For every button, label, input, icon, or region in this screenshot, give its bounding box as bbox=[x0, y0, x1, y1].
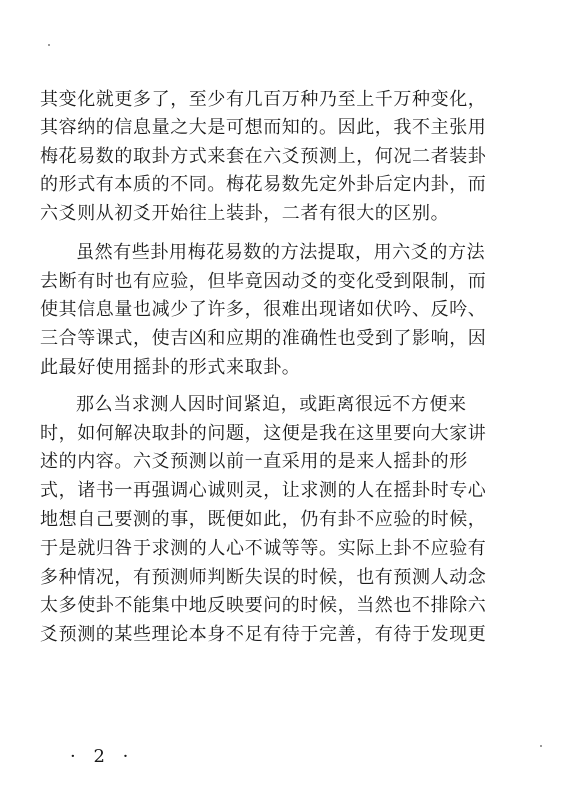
text-line: 虽然有些卦用梅花易数的方法提取，用六爻的方法 bbox=[76, 242, 486, 263]
page-number: · 2 · bbox=[70, 746, 135, 767]
text-line: 于是就归咎于求测的人心不诚等等。实际上卦不应验有 bbox=[40, 538, 487, 559]
text-line: 的形式有本质的不同。梅花易数先定外卦后定内卦，而 bbox=[40, 174, 487, 195]
text-line: 六爻则从初爻开始往上装卦，二者有很大的区别。 bbox=[40, 203, 450, 224]
text-line: 那么当求测人因时间紧迫，或距离很远不方便来 bbox=[76, 394, 467, 415]
text-line: 此最好使用摇卦的形式来取卦。 bbox=[40, 357, 301, 378]
text-line: 太多使卦不能集中地反映要问的时候，当然也不排除六 bbox=[40, 595, 487, 616]
text-line: 其变化就更多了，至少有几百万种乃至上千万种变化， bbox=[40, 89, 487, 110]
text-line: 使其信息量也减少了许多，很难出现诸如伏吟、反吟、 bbox=[40, 299, 487, 320]
text-line: 式，诸书一再强调心诚则灵，让求测的人在摇卦时专心 bbox=[40, 480, 487, 501]
scan-speck bbox=[48, 44, 50, 46]
text-line: 爻预测的某些理论本身不足有待于完善，有待于发现更 bbox=[40, 624, 487, 645]
text-line: 三合等课式，使吉凶和应期的准确性也受到了影响，因 bbox=[40, 328, 487, 349]
text-line: 地想自己要测的事，既便如此，仍有卦不应验的时候， bbox=[40, 509, 487, 530]
text-line: 述的内容。六爻预测以前一直采用的是来人摇卦的形 bbox=[40, 451, 468, 472]
scan-speck bbox=[540, 745, 542, 747]
text-line: 其容纳的信息量之大是可想而知的。因此，我不主张用 bbox=[40, 117, 487, 138]
text-line: 梅花易数的取卦方式来套在六爻预测上，何况二者装卦 bbox=[40, 146, 487, 167]
text-line: 去断有时也有应验，但毕竟因动爻的变化受到限制，而 bbox=[40, 271, 487, 292]
text-line: 多种情况，有预测师判断失误的时候，也有预测人动念 bbox=[40, 567, 487, 588]
text-line: 时，如何解决取卦的问题，这便是我在这里要向大家讲 bbox=[40, 423, 487, 444]
